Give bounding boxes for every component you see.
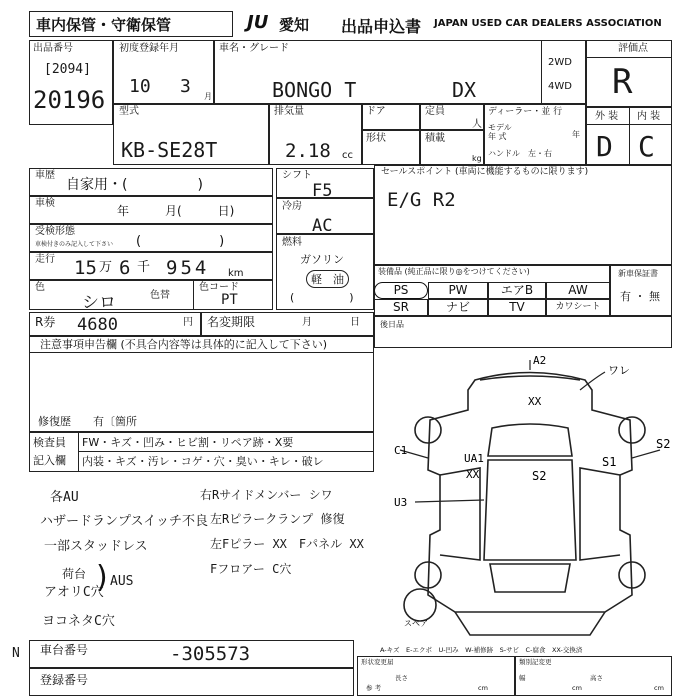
width-label: 幅 — [519, 674, 526, 682]
sales-point-value: E/G R2 — [387, 189, 456, 211]
remark-3: 一部スタッドレス — [44, 539, 148, 554]
length-label: 長さ — [395, 674, 408, 682]
color-code-label: 色コード — [199, 282, 239, 293]
reg-no-label: 登録番号 — [40, 673, 89, 687]
remark-right-1: 右Rサイドメンバー シワ — [200, 488, 333, 502]
equip-item-1: PW — [428, 282, 488, 299]
remark-right-4: Fフロアー C穴 — [210, 562, 292, 576]
memo-label-1: 参 考 — [366, 684, 382, 692]
sales-point-box — [374, 165, 672, 265]
cm-1: cm — [478, 684, 488, 692]
name-change-day: 日 — [350, 317, 360, 328]
repair-label: 修復歴 有〔箇所 — [38, 415, 137, 428]
interior-label: 内 装 — [637, 111, 661, 122]
equip-item-7: カワシート — [546, 299, 610, 316]
recv-form-paren: ( ) — [136, 234, 225, 249]
first-reg-label: 初度登録年月 — [119, 43, 179, 54]
new-warranty-label: 新車保証書 — [618, 269, 658, 278]
usage-label: 車歴 — [35, 170, 55, 181]
shape-change-label: 形状変更届 — [361, 658, 394, 666]
color-change-label: 色替 — [150, 290, 170, 301]
four-wd-label: 4WD — [548, 81, 572, 92]
fuel-gasoline: ガソリン — [300, 253, 344, 266]
mark-wr: ワレ — [608, 364, 630, 377]
remark-right-3: 左Fピラー XX Fパネル XX — [210, 537, 364, 551]
inspection-line1: FW・キズ・凹み・ヒビ割・リペア跡・X要 — [82, 436, 294, 449]
mark-front-a2: A2 — [533, 354, 547, 367]
grade-value: DX — [452, 78, 477, 102]
vehicle-damage-diagram — [380, 350, 680, 650]
later-doc-label: 後日品 — [380, 320, 404, 329]
lot-bracket-value: [2094] — [44, 62, 91, 77]
remark-6: AUS — [110, 574, 134, 589]
mark-u3: U3 — [394, 496, 408, 509]
mileage-sen-value: 6 — [119, 257, 131, 279]
model-grade-label: 車名・グレード — [219, 43, 289, 54]
equip-item-4: SR — [374, 299, 428, 316]
model-code-label: 型式 — [119, 106, 139, 117]
usage-value: 自家用・( ) — [66, 177, 203, 193]
handle-label: ハンドル 左・右 — [488, 149, 552, 158]
remark-7: ヨコネタC穴 — [42, 614, 115, 629]
equip-item-6: TV — [488, 299, 546, 316]
year-unit: 年 — [572, 130, 580, 139]
ju-logo-text: 愛知 — [279, 16, 310, 34]
recv-form-note: 車検付きのみ記入して下さい — [35, 241, 114, 248]
entry-label: 記入欄 — [33, 454, 66, 467]
color-code-value: PT — [221, 292, 238, 308]
lot-number-value: 20196 — [33, 86, 106, 114]
displacement-value: 2.18 — [285, 140, 331, 162]
reg-year-value: 10 — [129, 76, 151, 97]
spare-label: スペア — [404, 619, 428, 628]
nen-shiki-label: 年 式 — [488, 132, 507, 141]
mark-xx-left: XX — [466, 468, 480, 481]
mileage-man-value: 15 — [74, 257, 97, 279]
model-name-value: BONGO T — [272, 78, 357, 102]
inspection-label: 車検 — [35, 198, 55, 209]
equip-item-2: エアB — [488, 282, 546, 299]
chassis-label: 車台番号 — [40, 643, 89, 657]
remark-right-2: 左Rピラークランプ 修復 — [210, 512, 345, 526]
cm-3: cm — [654, 684, 664, 692]
struct-change-label: 類別記変更 — [519, 658, 552, 666]
mark-s2-center: S2 — [532, 469, 547, 483]
shift-label: シフト — [282, 170, 312, 181]
interior-grade-value: C — [638, 130, 655, 163]
exterior-label: 外 装 — [595, 111, 619, 122]
inspector-label: 検査員 — [33, 436, 66, 449]
exterior-grade-value: D — [596, 130, 613, 163]
mark-c1: C1 — [394, 444, 408, 457]
capacity-label: 定員 — [425, 106, 445, 117]
inspection-fields: 年 月( 日) — [117, 204, 235, 218]
equip-item-3: AW — [546, 282, 610, 299]
sen-unit: 千 — [137, 260, 151, 275]
man-unit: 万 — [99, 260, 113, 275]
equip-item-0: PS — [374, 282, 428, 299]
association-name: JAPAN USED CAR DEALERS ASSOCIATION — [434, 18, 662, 29]
shape-label: 形状 — [366, 133, 386, 144]
two-wd-label: 2WD — [548, 57, 572, 68]
equip-grid — [374, 282, 610, 316]
remark-5: アオリC穴 — [44, 585, 104, 600]
displacement-label: 排気量 — [274, 106, 304, 117]
equip-item-5: ナビ — [428, 299, 488, 316]
kg-unit: kg — [472, 154, 482, 163]
yen-unit: 円 — [183, 317, 193, 328]
model-code-value: KB-SE28T — [121, 138, 218, 162]
remarks-brace: ) — [96, 560, 108, 595]
mark-ua1: UA1 — [464, 452, 484, 465]
cm-2: cm — [572, 684, 582, 692]
mileage-label: 走行 — [35, 254, 55, 265]
recycle-fee-value: 4680 — [77, 315, 118, 335]
remark-2: ハザードランプスイッチ不良 — [40, 514, 208, 529]
name-change-month: 月 — [302, 317, 312, 328]
fuel-label: 燃料 — [282, 237, 302, 248]
mileage-rest-value: 954 — [166, 257, 210, 279]
warranty-options: 有 ・ 無 — [620, 290, 660, 303]
n-mark: N — [12, 646, 20, 661]
mark-xx-top: XX — [528, 395, 542, 408]
storage-title: 車内保管・守衛保管 — [36, 16, 172, 34]
km-unit: km — [228, 268, 244, 279]
reg-month-unit: 月 — [204, 92, 212, 101]
doors-label: ドア — [366, 106, 386, 117]
sales-point-label: セールスポイント (車両に機能するものに限ります) — [381, 167, 589, 177]
fuel-paren: ( ) — [290, 291, 354, 304]
ju-logo-mark: JU — [247, 12, 269, 33]
score-label: 評価点 — [618, 43, 648, 54]
remark-4: 荷台 — [62, 567, 87, 581]
later-doc-box — [374, 316, 672, 348]
color-value: シロ — [82, 293, 116, 313]
reg-month-value: 3 — [180, 76, 191, 97]
model-year-label: モデル — [488, 123, 512, 132]
color-label: 色 — [35, 282, 45, 293]
chassis-number-value: -305573 — [170, 643, 251, 665]
cooler-label: 冷房 — [282, 201, 302, 212]
dealer-label: ディーラー・並 行 — [488, 107, 563, 117]
shift-value: F5 — [312, 181, 333, 201]
recv-form-label: 受検形態 — [35, 226, 75, 237]
name-change-label: 名変期限 — [207, 315, 256, 329]
mark-s1: S1 — [602, 455, 617, 469]
height-label: 高さ — [590, 674, 603, 682]
cc-unit: cc — [342, 150, 353, 161]
score-value: R — [612, 62, 633, 102]
ac-value: AC — [312, 216, 333, 236]
mark-s2-right: S2 — [656, 437, 671, 451]
form-title: 出品申込書 — [341, 17, 422, 36]
fuel-diesel: 軽 油 — [306, 270, 349, 288]
equip-label: 装備品 (純正品に限り◎をつけてください) — [378, 267, 530, 276]
load-label: 積載 — [425, 133, 445, 144]
caution-label: 注意事項申告欄 (不具合内容等は具体的に記入して下さい) — [40, 338, 328, 351]
inspection-line2: 内装・キズ・汚レ・コゲ・穴・臭い・キレ・破レ — [82, 455, 324, 468]
remark-1: 各AU — [50, 490, 79, 505]
r-ken-label: R券 — [35, 315, 56, 329]
damage-legend: A-キズ E-エクボ U-凹み W-補修跡 S-サビ C-腐食 XX-交換済 — [380, 646, 583, 654]
lot-number-label: 出品番号 — [33, 43, 73, 54]
person-unit: 人 — [472, 119, 482, 130]
